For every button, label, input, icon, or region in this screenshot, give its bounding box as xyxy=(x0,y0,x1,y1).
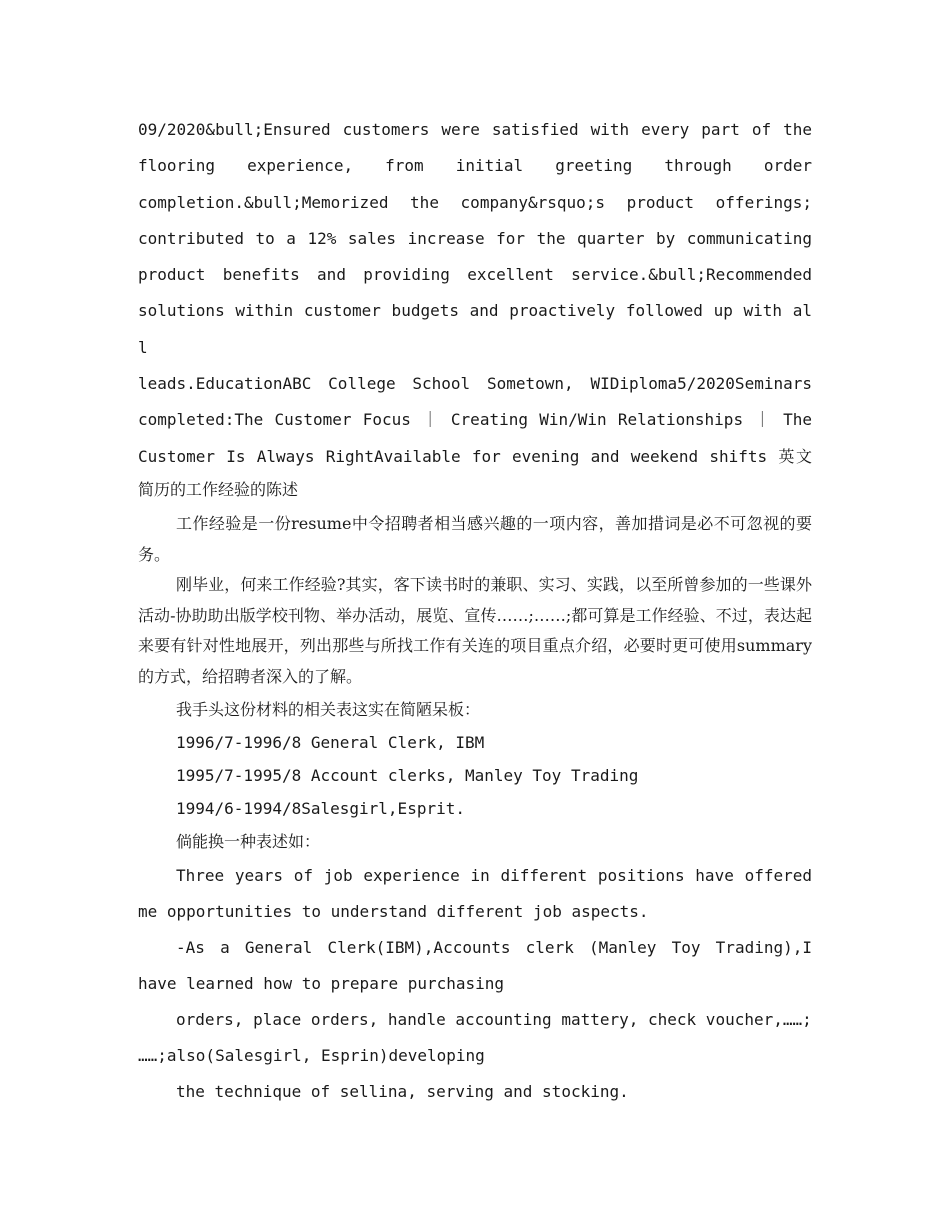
text-line: completion.&bull;Memorized the company&rsquo;s product offerings; xyxy=(138,192,812,212)
job-entry-manley: 1995/7-1995/8 Account clerks, Manley Toy Trading xyxy=(176,765,639,785)
english-paragraph-summary: Three years of job experience in different positions have offered me opportunities to understand different job aspects. xyxy=(138,865,812,921)
text-line: leads.EducationABC College School Sometown, WIDiploma5/2020Seminars xyxy=(138,374,812,394)
paragraph-alternative-intro: 倘能换一种表述如： xyxy=(176,831,321,851)
document-body xyxy=(138,112,812,1110)
text-line: 09/2020&bull;Ensured customers were satisfied with every part of the xyxy=(138,120,812,139)
text-line: Customer Is Always RightAvailable for evening and weekend shifts 英文 xyxy=(138,446,812,466)
paragraph-graduate: 刚毕业，何来工作经验?其实，客下读书时的兼职、实习、实践，以至所曾参加的一些课外活动-协助助出版学校刊物、举办活动，展览、宣传……;……;都可算是工作经验、不过，表达起来要有针对性地展开，列出那些与所找工作有关连的项目重点介绍，必要时更可使用summary的方式，给招聘者深入的了解。 xyxy=(138,575,812,686)
text-line: contributed to a 12% sales increase for the quarter by communicating xyxy=(138,228,812,248)
job-entry-esprit: 1994/6-1994/8Salesgirl,Esprit. xyxy=(176,798,465,818)
paragraph-original-list-intro: 我手头这份材料的相关表这实在简陋呆板： xyxy=(176,699,481,719)
text-line: flooring experience, from initial greeting through order xyxy=(138,156,812,176)
job-entry-ibm: 1996/7-1996/8 General Clerk, IBM xyxy=(176,732,485,752)
english-line-salesgirl: ……;also(Salesgirl, Esprin)developing xyxy=(138,1045,485,1065)
resume-sample-block xyxy=(138,112,812,505)
text-line: product benefits and providing excellent service.&bull;Recommended xyxy=(138,265,812,285)
text-line: completed:The Customer Focus ｜ Creating Win/Win Relationships ｜ The xyxy=(138,410,812,430)
section-heading: 简历的工作经验的陈述 xyxy=(138,479,299,499)
paragraph-intro: 工作经验是一份resume中令招聘者相当感兴趣的一项内容，善加措词是必不可忽视的要务。 xyxy=(138,513,812,564)
english-line-orders: orders, place orders, handle accounting mattery, check voucher,……; xyxy=(176,1009,812,1029)
text-line: solutions within customer budgets and proactively followed up with all xyxy=(138,301,812,357)
english-paragraph-clerk: -As a General Clerk(IBM),Accounts clerk (Manley Toy Trading),I have learned how to prepare purchasing xyxy=(138,937,812,993)
english-line-technique: the technique of sellina, serving and stocking. xyxy=(176,1081,629,1101)
